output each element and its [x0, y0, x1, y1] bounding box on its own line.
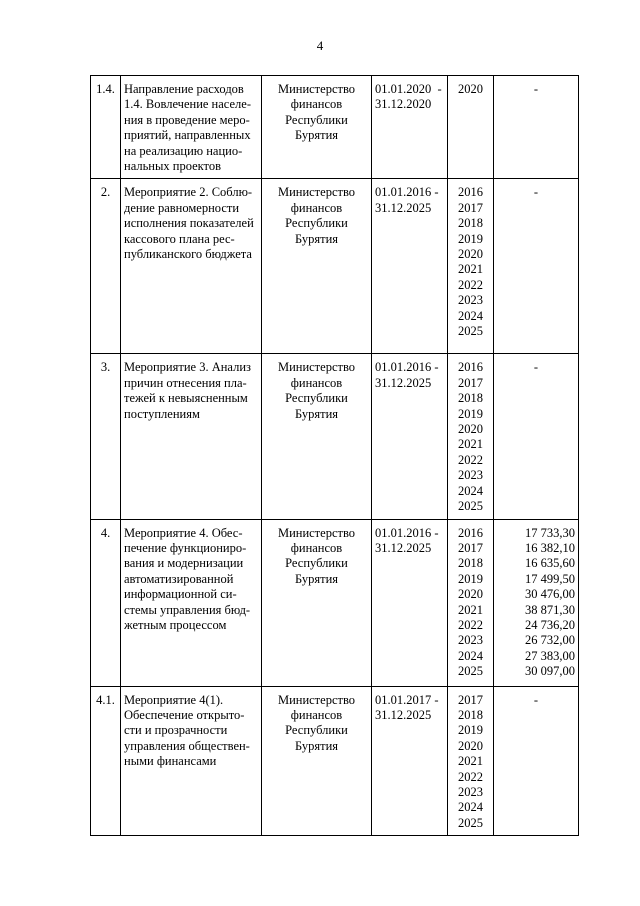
executor-line: Министерство — [277, 82, 356, 96]
measure-name-line: Мероприятие 4(1). — [124, 692, 224, 707]
measure-name-line: тежей к невыясненным — [124, 391, 248, 406]
years-line: 2017 — [458, 375, 483, 390]
executor-line: Министерство — [277, 692, 356, 707]
measure-name-line: информационной си- — [124, 587, 237, 602]
executor-line: Бурятия — [294, 738, 339, 753]
measure-name-line: автоматизированной — [124, 571, 234, 586]
row-number: 4. — [91, 519, 121, 686]
row-number: 4.1. — [91, 686, 121, 836]
executor-line: финансов — [290, 707, 343, 722]
years — [448, 354, 494, 519]
years-line: 2020 — [458, 738, 483, 753]
years-line: 2018 — [458, 707, 483, 722]
executor-line: финансов — [290, 375, 343, 390]
period — [372, 179, 448, 354]
measure-name-line: сти и прозрачности — [124, 723, 228, 738]
measure-name — [121, 519, 262, 686]
executor — [262, 354, 372, 519]
period-line: 01.01.2016 - — [375, 360, 439, 375]
years-line: 2020 — [458, 82, 483, 96]
measure-name-line: ными финансами — [124, 754, 217, 769]
years-line: 2020 — [458, 422, 483, 437]
amounts-line: 16 635,60 — [525, 556, 575, 571]
measure-name-line: стемы управления бюд- — [124, 602, 251, 617]
period-line: 31.12.2025 — [375, 200, 432, 215]
amounts-line: 30 097,00 — [525, 664, 575, 679]
amount-dash: - — [494, 354, 579, 519]
measure-name-line: Мероприятие 4. Обес- — [124, 525, 243, 540]
measure-name — [121, 354, 262, 519]
years-line: 2017 — [458, 540, 483, 555]
period — [372, 76, 448, 179]
years-line: 2023 — [458, 784, 483, 799]
amounts-line: 26 732,00 — [525, 633, 575, 648]
table-row — [91, 354, 579, 519]
amounts-line: 24 736,20 — [525, 617, 575, 632]
measure-name-line: кассового плана рес- — [124, 231, 235, 246]
measure-name-line: Мероприятие 3. Анализ — [124, 360, 251, 375]
years-line: 2018 — [458, 556, 483, 571]
executor-line: Бурятия — [294, 406, 339, 421]
measure-name-line: причин отнесения пла- — [124, 375, 247, 390]
years-line: 2022 — [458, 617, 483, 632]
measure-name-line: 1.4. Вовлечение населе- — [124, 97, 251, 112]
amounts-line: 16 382,10 — [525, 540, 575, 555]
executor-line: Республики — [285, 723, 348, 738]
measure-name-line: Обеспечение открыто- — [124, 707, 245, 722]
period — [372, 519, 448, 686]
executor-line: Республики — [285, 391, 348, 406]
table-row — [91, 76, 579, 179]
executor-line: Министерство — [277, 525, 356, 540]
years-line: 2021 — [458, 602, 483, 617]
years-line: 2019 — [458, 571, 483, 586]
years-line: 2016 — [458, 525, 483, 540]
row-number: 3. — [91, 354, 121, 519]
measure-name-line: публиканского бюджета — [124, 247, 252, 262]
years-line: 2025 — [458, 324, 483, 339]
period-line: 31.12.2025 — [375, 540, 432, 555]
period-line: 01.01.2020 - — [375, 82, 442, 96]
executor-line: Министерство — [277, 360, 356, 375]
years-line: 2018 — [458, 216, 483, 231]
measure-name-line: вания и модернизации — [124, 556, 244, 571]
executor-line: Бурятия — [294, 231, 339, 246]
years-line: 2024 — [458, 308, 483, 323]
measure-name-line: жетным процессом — [124, 617, 227, 632]
years-line: 2018 — [458, 391, 483, 406]
period-line: 01.01.2016 - — [375, 185, 439, 200]
years-line: 2017 — [458, 692, 483, 707]
executor-line: Республики — [285, 112, 348, 127]
measure-name-line: управления обществен- — [124, 738, 250, 753]
years — [448, 179, 494, 354]
period-line: 01.01.2017 - — [375, 692, 439, 707]
amounts-line: 17 499,50 — [525, 571, 575, 586]
executor — [262, 686, 372, 836]
amount-dash: - — [494, 179, 579, 354]
executor-line: финансов — [290, 97, 343, 112]
measure-name-line: нальных проектов — [124, 159, 221, 174]
years-line: 2020 — [458, 587, 483, 602]
years-line: 2023 — [458, 468, 483, 483]
years-line: 2016 — [458, 185, 483, 200]
amount-dash: - — [494, 686, 579, 836]
measure-name-line: ния в проведение меро- — [124, 112, 250, 127]
years-line: 2025 — [458, 664, 483, 679]
measure-name — [121, 686, 262, 836]
table-body — [91, 76, 579, 836]
years-line: 2019 — [458, 231, 483, 246]
amounts — [494, 519, 579, 686]
years — [448, 76, 494, 179]
executor-line: Министерство — [277, 185, 356, 200]
years-line: 2024 — [458, 800, 483, 815]
years-line: 2023 — [458, 293, 483, 308]
measure-name — [121, 179, 262, 354]
years-line: 2019 — [458, 723, 483, 738]
amounts-line: 30 476,00 — [525, 587, 575, 602]
executor-line: Бурятия — [294, 571, 339, 586]
years-line: 2021 — [458, 754, 483, 769]
years-line: 2021 — [458, 437, 483, 452]
measure-name — [121, 76, 262, 179]
executor-line: Республики — [285, 216, 348, 231]
table-row — [91, 519, 579, 686]
executor — [262, 179, 372, 354]
period-line: 31.12.2020 — [375, 97, 432, 112]
measure-name-line: Направление расходов — [124, 82, 244, 96]
years — [448, 519, 494, 686]
period-line: 01.01.2016 - — [375, 525, 439, 540]
years-line: 2023 — [458, 633, 483, 648]
years-line: 2025 — [458, 815, 483, 830]
measure-name-line: исполнения показателей — [124, 216, 254, 231]
years-line: 2024 — [458, 648, 483, 663]
years-line: 2024 — [458, 483, 483, 498]
amounts-line: 38 871,30 — [525, 602, 575, 617]
measure-name-line: на реализацию нацио- — [124, 143, 243, 158]
executor-line: финансов — [290, 200, 343, 215]
measure-name-line: поступлениям — [124, 406, 200, 421]
years-line: 2019 — [458, 406, 483, 421]
table-row — [91, 179, 579, 354]
period — [372, 686, 448, 836]
years-line: 2016 — [458, 360, 483, 375]
executor — [262, 519, 372, 686]
years — [448, 686, 494, 836]
years-line: 2017 — [458, 200, 483, 215]
period-line: 31.12.2025 — [375, 707, 432, 722]
amount-dash: - — [494, 76, 579, 179]
measure-name-line: дение равномерности — [124, 200, 240, 215]
executor-line: Республики — [285, 556, 348, 571]
table-row — [91, 686, 579, 836]
measure-name-line: печение функциониро- — [124, 540, 247, 555]
executor — [262, 76, 372, 179]
years-line: 2021 — [458, 262, 483, 277]
years-line: 2022 — [458, 769, 483, 784]
period-line: 31.12.2025 — [375, 375, 432, 390]
measure-name-line: приятий, направленных — [124, 128, 251, 143]
years-line: 2022 — [458, 452, 483, 467]
years-line: 2022 — [458, 277, 483, 292]
measure-name-line: Мероприятие 2. Соблю- — [124, 185, 253, 200]
row-number: 1.4. — [91, 76, 121, 179]
executor-line: Бурятия — [294, 128, 339, 143]
executor-line: финансов — [290, 540, 343, 555]
page-number: 4 — [316, 38, 324, 53]
program-measures-table — [90, 75, 579, 836]
years-line: 2025 — [458, 499, 483, 514]
period — [372, 354, 448, 519]
years-line: 2020 — [458, 247, 483, 262]
amounts-line: 17 733,30 — [525, 525, 575, 540]
row-number: 2. — [91, 179, 121, 354]
amounts-line: 27 383,00 — [525, 648, 575, 663]
